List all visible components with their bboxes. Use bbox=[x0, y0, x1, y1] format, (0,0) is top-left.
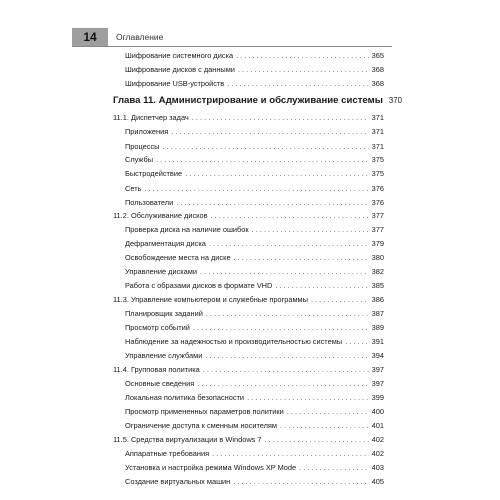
toc-entry-label: Локальная политика безопасности bbox=[125, 393, 245, 402]
toc-entry-label: 11.1. Диспетчер задач bbox=[113, 113, 189, 122]
toc-entry-page: 385 bbox=[371, 281, 384, 290]
toc-entry-page: 375 bbox=[371, 155, 384, 164]
dot-leader bbox=[209, 239, 369, 248]
toc-section bbox=[113, 435, 384, 444]
toc-chapter bbox=[113, 95, 402, 106]
toc-subsection bbox=[125, 281, 384, 290]
toc-subsection bbox=[125, 477, 384, 486]
toc-subsection bbox=[125, 379, 384, 388]
toc-subsection bbox=[125, 127, 384, 136]
toc-entry-label: Службы bbox=[125, 155, 154, 164]
dot-leader bbox=[156, 155, 369, 164]
toc-entry-label: Управление дисками bbox=[125, 267, 197, 276]
toc-subsection bbox=[125, 51, 384, 60]
toc-subsection bbox=[125, 351, 384, 360]
toc-subsection bbox=[125, 463, 384, 472]
toc-entry-label: Управление службами bbox=[125, 351, 203, 360]
toc-entry-label: Глава 11. Администрирование и обслуживание системы bbox=[113, 95, 383, 106]
dot-leader bbox=[247, 393, 369, 402]
page-number: 14 bbox=[72, 28, 108, 46]
dot-leader bbox=[212, 449, 369, 458]
dot-leader bbox=[200, 267, 369, 276]
toc-section bbox=[113, 295, 384, 304]
toc-entry-page: 371 bbox=[371, 113, 384, 122]
dot-leader bbox=[299, 463, 369, 472]
toc-subsection bbox=[125, 253, 384, 262]
running-header-title: Оглавление bbox=[116, 32, 164, 42]
toc-subsection bbox=[125, 449, 384, 458]
toc-entry-label: 11.3. Управление компьютером и служебные программы bbox=[113, 295, 308, 304]
dot-leader bbox=[280, 421, 369, 430]
dot-leader bbox=[192, 113, 369, 122]
running-header bbox=[0, 0, 500, 46]
toc-entry-label: Сеть bbox=[125, 184, 142, 193]
toc-entry-label: Освобождение места на диске bbox=[125, 253, 231, 262]
toc-subsection bbox=[125, 65, 384, 74]
toc-entry-page: 405 bbox=[371, 477, 384, 486]
toc-subsection bbox=[125, 184, 384, 193]
dot-leader bbox=[275, 281, 368, 290]
toc-entry-page: 376 bbox=[371, 184, 384, 193]
toc-subsection bbox=[125, 198, 384, 207]
toc-entry-page: 371 bbox=[371, 142, 384, 151]
toc-subsection bbox=[125, 155, 384, 164]
toc-entry-page: 397 bbox=[371, 365, 384, 374]
dot-leader bbox=[205, 351, 368, 360]
toc-entry-page: 394 bbox=[371, 351, 384, 360]
dot-leader bbox=[203, 365, 369, 374]
toc-entry-page: 376 bbox=[371, 198, 384, 207]
dot-leader bbox=[227, 79, 368, 88]
toc-entry-label: Процессы bbox=[125, 142, 160, 151]
toc-entry-page: 365 bbox=[371, 51, 384, 60]
dot-leader bbox=[236, 51, 369, 60]
toc-section bbox=[113, 113, 384, 122]
toc-entry-label: 11.4. Групповая политика bbox=[113, 365, 200, 374]
toc-entry-page: 377 bbox=[371, 225, 384, 234]
toc-entry-label: Создание виртуальных машин bbox=[125, 477, 231, 486]
toc-subsection bbox=[125, 323, 384, 332]
toc-entry-label: Шифрование дисков с данными bbox=[125, 65, 235, 74]
toc-entry-page: 389 bbox=[371, 323, 384, 332]
toc-entry-page: 370 bbox=[388, 96, 402, 105]
toc-section bbox=[113, 365, 384, 374]
dot-leader bbox=[252, 225, 369, 234]
toc-entry-page: 368 bbox=[371, 65, 384, 74]
toc-subsection bbox=[125, 267, 384, 276]
dot-leader bbox=[206, 309, 369, 318]
toc-subsection bbox=[125, 309, 384, 318]
toc-subsection bbox=[125, 169, 384, 178]
toc-entry-page: 382 bbox=[371, 267, 384, 276]
toc-section bbox=[113, 211, 384, 220]
toc-entry-label: Просмотр примененных параметров политики bbox=[125, 407, 284, 416]
header-rule bbox=[72, 46, 392, 47]
toc-entry-page: 380 bbox=[371, 253, 384, 262]
toc-entry-label: 11.5. Средства виртуализации в Windows 7 bbox=[113, 435, 262, 444]
toc-subsection bbox=[125, 421, 384, 430]
dot-leader bbox=[171, 127, 368, 136]
toc-subsection bbox=[125, 239, 384, 248]
toc-entry-label: Наблюдение за надежностью и производительностью системы bbox=[125, 337, 343, 346]
toc-entry-label: Планировщик заданий bbox=[125, 309, 203, 318]
toc-entry-page: 368 bbox=[371, 79, 384, 88]
toc-entry-label: 11.2. Обслуживание дисков bbox=[113, 211, 208, 220]
dot-leader bbox=[265, 435, 369, 444]
toc-subsection bbox=[125, 142, 384, 151]
toc-entry-page: 402 bbox=[371, 435, 384, 444]
dot-leader bbox=[176, 198, 368, 207]
toc-entry-page: 399 bbox=[371, 393, 384, 402]
toc-subsection bbox=[125, 407, 384, 416]
toc-entry-label: Основные сведения bbox=[125, 379, 195, 388]
dot-leader bbox=[287, 407, 369, 416]
toc-entry-page: 375 bbox=[371, 169, 384, 178]
dot-leader bbox=[185, 169, 369, 178]
dot-leader bbox=[238, 65, 369, 74]
toc-entry-page: 391 bbox=[371, 337, 384, 346]
toc-subsection bbox=[125, 337, 384, 346]
dot-leader bbox=[197, 379, 368, 388]
dot-leader bbox=[211, 211, 369, 220]
dot-leader bbox=[233, 477, 368, 486]
dot-leader bbox=[311, 295, 369, 304]
dot-leader bbox=[234, 253, 369, 262]
toc-entry-label: Аппаратные требования bbox=[125, 449, 210, 458]
toc-entry-page: 401 bbox=[371, 421, 384, 430]
toc-entry-page: 377 bbox=[371, 211, 384, 220]
dot-leader bbox=[345, 337, 369, 346]
toc-entry-label: Шифрование системного диска bbox=[125, 51, 234, 60]
toc-entry-label: Работа с образами дисков в формате VHD bbox=[125, 281, 273, 290]
toc-entry-label: Проверка диска на наличие ошибок bbox=[125, 225, 249, 234]
toc-entry-label: Пользователи bbox=[125, 198, 174, 207]
toc-entry-label: Ограничение доступа к сменным носителям bbox=[125, 421, 278, 430]
toc-entry-page: 400 bbox=[371, 407, 384, 416]
toc-entry-page: 403 bbox=[371, 463, 384, 472]
toc-entry-page: 386 bbox=[371, 295, 384, 304]
toc-subsection bbox=[125, 225, 384, 234]
dot-leader bbox=[144, 184, 368, 193]
toc-entry-page: 387 bbox=[371, 309, 384, 318]
toc-entry-label: Шифрование USB-устройств bbox=[125, 79, 225, 88]
toc-entry-label: Быстродействие bbox=[125, 169, 183, 178]
toc-entry-label: Установка и настройка режима Windows XP Mode bbox=[125, 463, 297, 472]
toc-subsection bbox=[125, 393, 384, 402]
dot-leader bbox=[163, 142, 369, 151]
dot-leader bbox=[193, 323, 369, 332]
toc-entry-page: 371 bbox=[371, 127, 384, 136]
toc-entry-page: 402 bbox=[371, 449, 384, 458]
toc-entry-label: Просмотр событий bbox=[125, 323, 190, 332]
toc-entry-page: 379 bbox=[371, 239, 384, 248]
toc-entry-label: Дефрагментация диска bbox=[125, 239, 206, 248]
toc-entry-label: Приложения bbox=[125, 127, 169, 136]
toc-subsection bbox=[125, 79, 384, 88]
toc-entry-page: 397 bbox=[371, 379, 384, 388]
